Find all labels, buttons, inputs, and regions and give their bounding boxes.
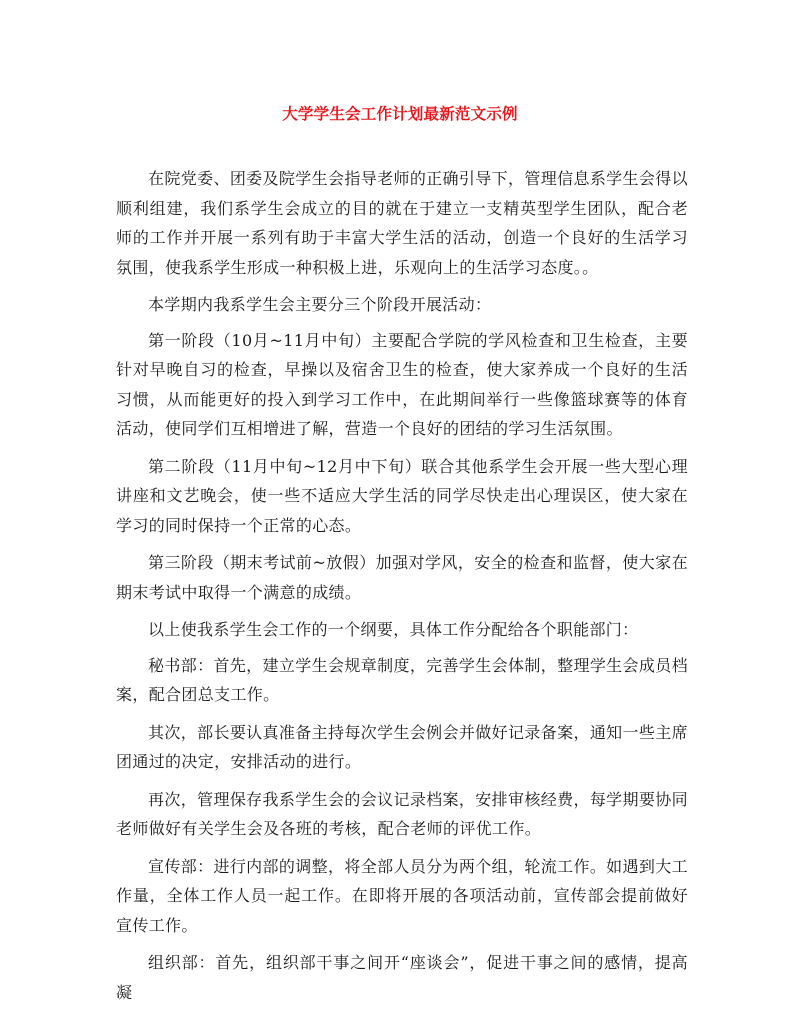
paragraph-stages-intro: 本学期内我系学生会主要分三个阶段开展活动： — [148, 295, 492, 314]
paragraph-organization: 组织部：首先，组织部干事之间开“座谈会”，促进干事之间的感情，提高凝 — [116, 953, 688, 1002]
paragraph-secretariat-third: 再次，管理保存我系学生会的会议记录档案，安排审核经费，每学期要协同老师做好有关学生会及各班的考核，配合老师的评优工作。 — [116, 789, 688, 838]
paragraph-intro: 在院党委、团委及院学生会指导老师的正确引导下，管理信息系学生会得以顺利组建，我们系学生会成立的目的就在于建立一支精英型学生团队，配合老师的工作并开展一系列有助于丰富大学生活的活动，创造一个良好的生活学习氛围，使我系学生形成一种积极上进，乐观向上的生活学习态度。。 — [116, 169, 688, 277]
paragraph-secretariat: 秘书部：首先，建立学生会规章制度，完善学生会体制，整理学生会成员档案，配合团总支工作。 — [116, 655, 688, 704]
document-body — [116, 164, 688, 1015]
paragraph-stage-3: 第三阶段（期末考试前~放假）加强对学风，安全的检查和监督，使大家在期末考试中取得一个满意的成绩。 — [116, 553, 688, 602]
paragraph-stage-1: 第一阶段（10月~11月中旬）主要配合学院的学风检查和卫生检查，主要针对早晚自习的检查，早操以及宿舍卫生的检查，使大家养成一个良好的生活习惯，从而能更好的投入到学习工作中，在此期间举行一些像篮球赛等的体育活动，使同学们互相增进了解，营造一个良好的团结的学习生活氛围。 — [116, 330, 688, 438]
paragraph-stage-2: 第二阶段（11月中旬~12月中下旬）联合其他系学生会开展一些大型心理讲座和文艺晚会，使一些不适应大学生活的同学尽快走出心理误区，使大家在学习的同时保持一个正常的心态。 — [116, 456, 688, 535]
paragraph-outline: 以上使我系学生会工作的一个纲要，具体工作分配给各个职能部门： — [148, 620, 639, 639]
paragraph-publicity: 宣传部：进行内部的调整，将全部人员分为两个组，轮流工作。如遇到大工作量，全体工作人员一起工作。在即将开展的各项活动前，宣传部会提前做好宣传工作。 — [116, 856, 688, 935]
paragraph-secretariat-second: 其次，部长要认真准备主持每次学生会例会并做好记录备案，通知一些主席团通过的决定，安排活动的进行。 — [116, 722, 688, 771]
document-title: 大学学生会工作计划最新范文示例 — [282, 104, 518, 123]
